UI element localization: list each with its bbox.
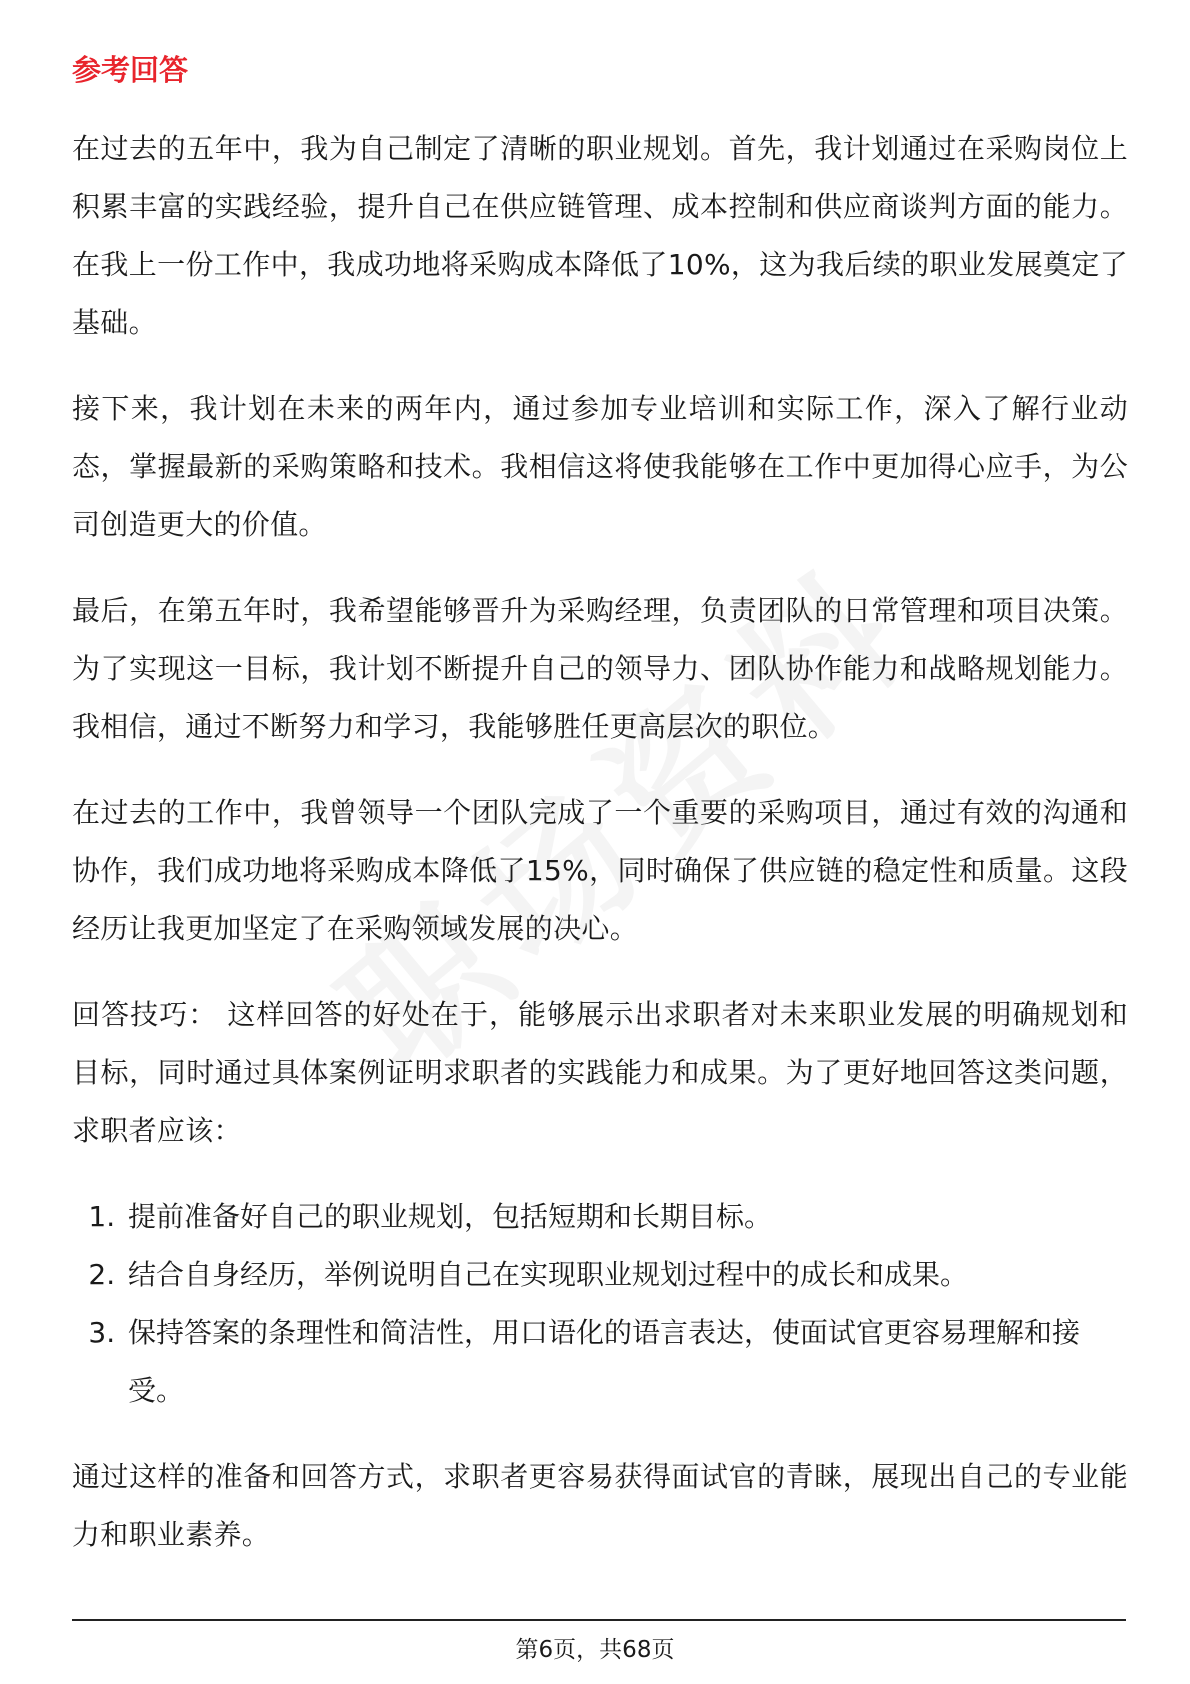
footer-divider: [72, 1619, 1126, 1621]
answer-paragraph-3: 最后，在第五年时，我希望能够晋升为采购经理，负责团队的日常管理和项目决策。为了实现这一目标，我计划不断提升自己的领导力、团队协作能力和战略规划能力。我相信，通过不断努力和学习，我能够胜任更高层次的职位。: [72, 594, 1128, 743]
tips-list: [72, 1188, 1128, 1420]
answer-paragraph-4: 在过去的工作中，我曾领导一个团队完成了一个重要的采购项目，通过有效的沟通和协作，我们成功地将采购成本降低了15%，同时确保了供应链的稳定性和质量。这段经历让我更加坚定了在采购领域发展的决心。: [72, 796, 1128, 945]
closing-paragraph: 通过这样的准备和回答方式，求职者更容易获得面试官的青睐，展现出自己的专业能力和职业素养。: [72, 1460, 1128, 1551]
tips-list-item: 1. 提前准备好自己的职业规划，包括短期和长期目标。: [124, 1188, 1128, 1246]
page-content: [72, 48, 1128, 1592]
page-number: 第6页，共68页: [515, 1637, 675, 1663]
answer-paragraph-1: 在过去的五年中，我为自己制定了清晰的职业规划。首先，我计划通过在采购岗位上积累丰富的实践经验，提升自己在供应链管理、成本控制和供应商谈判方面的能力。在我上一份工作中，我成功地将采购成本降低了10%，这为我后续的职业发展奠定了基础。: [72, 132, 1128, 339]
section-title: 参考回答: [72, 53, 189, 87]
tips-list-item: 2. 结合自身经历，举例说明自己在实现职业规划过程中的成长和成果。: [124, 1246, 1128, 1304]
tips-intro-paragraph: 回答技巧： 这样回答的好处在于，能够展示出求职者对未来职业发展的明确规划和目标，同时通过具体案例证明求职者的实践能力和成果。为了更好地回答这类问题，求职者应该：: [72, 998, 1128, 1147]
answer-paragraph-2: 接下来，我计划在未来的两年内，通过参加专业培训和实际工作，深入了解行业动态，掌握最新的采购策略和技术。我相信这将使我能够在工作中更加得心应手，为公司创造更大的价值。: [72, 392, 1128, 541]
tips-list-item: 3. 保持答案的条理性和简洁性，用口语化的语言表达，使面试官更容易理解和接受。: [124, 1304, 1128, 1420]
